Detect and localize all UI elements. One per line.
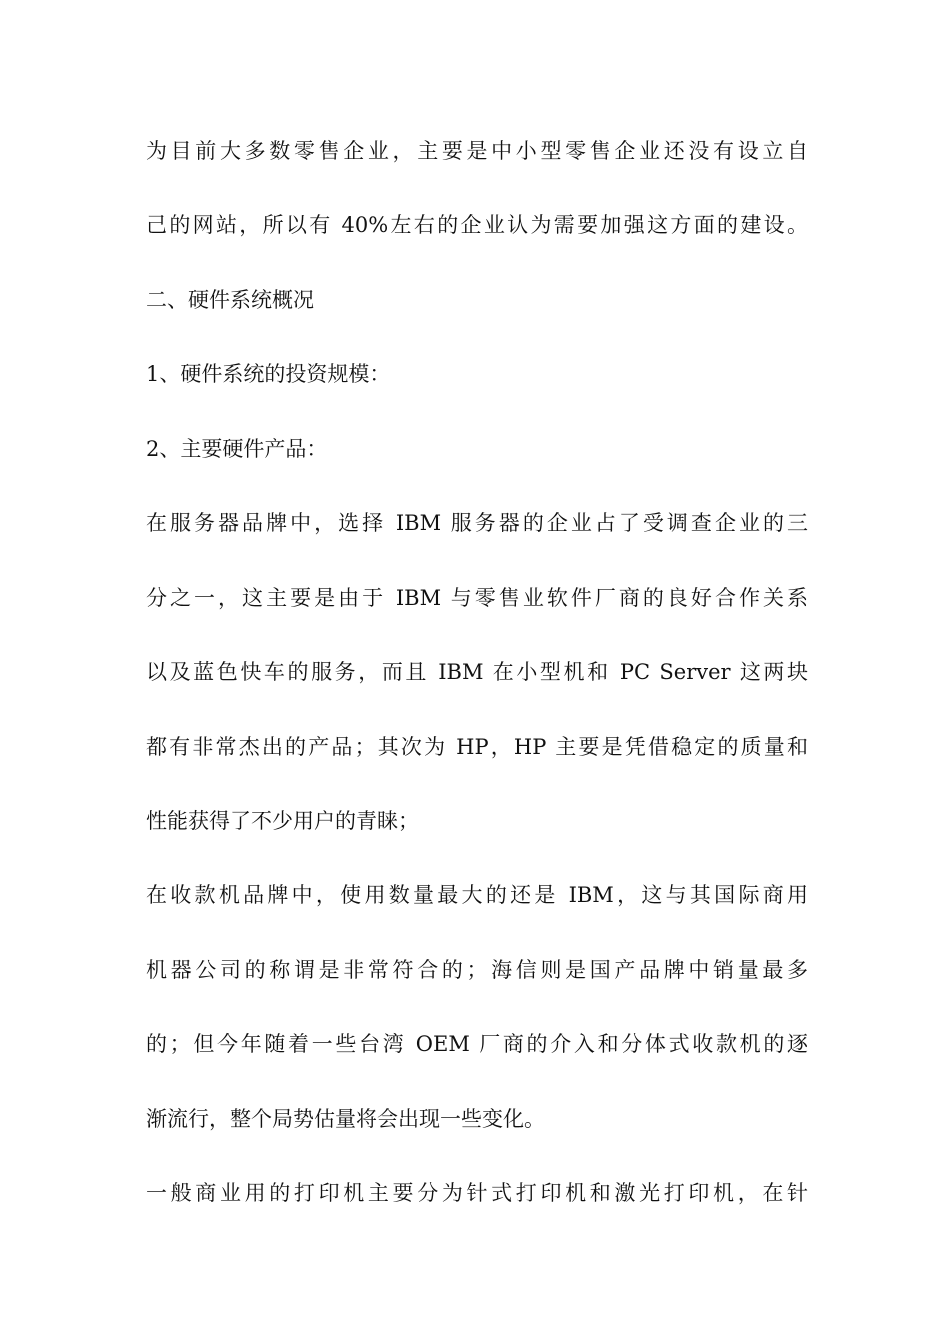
text-line-2: 己的网站，所以有 40%左右的企业认为需要加强这方面的建设。 bbox=[146, 213, 808, 238]
text-line-7: 分之一，这主要是由于 IBM 与零售业软件厂商的良好合作关系 bbox=[146, 585, 808, 610]
document-body bbox=[146, 133, 808, 1250]
subsection-heading-2: 2、主要硬件产品： bbox=[146, 436, 328, 461]
text-line-8: 以及蓝色快车的服务，而且 IBM 在小型机和 PC Server 这两块 bbox=[146, 660, 808, 685]
text-line-9: 都有非常杰出的产品；其次为 HP，HP 主要是凭借稳定的质量和 bbox=[146, 734, 808, 759]
text-line-10: 性能获得了不少用户的青睐； bbox=[146, 808, 419, 833]
text-line-15: 一般商业用的打印机主要分为针式打印机和激光打印机，在针 bbox=[146, 1181, 808, 1206]
text-line-11: 在收款机品牌中，使用数量最大的还是 IBM，这与其国际商用 bbox=[146, 883, 808, 908]
text-line-12: 机器公司的称谓是非常符合的；海信则是国产品牌中销量最多 bbox=[146, 957, 808, 982]
text-line-6: 在服务器品牌中，选择 IBM 服务器的企业占了受调查企业的三 bbox=[146, 511, 808, 536]
section-heading: 二、硬件系统概况 bbox=[146, 287, 314, 312]
subsection-heading-1: 1、硬件系统的投资规模： bbox=[146, 362, 391, 387]
text-line-13: 的；但今年随着一些台湾 OEM 厂商的介入和分体式收款机的逐 bbox=[146, 1032, 808, 1057]
text-line-1: 为目前大多数零售企业，主要是中小型零售企业还没有设立自 bbox=[146, 139, 808, 163]
text-line-14: 渐流行，整个局势估量将会出现一些变化。 bbox=[146, 1106, 545, 1131]
